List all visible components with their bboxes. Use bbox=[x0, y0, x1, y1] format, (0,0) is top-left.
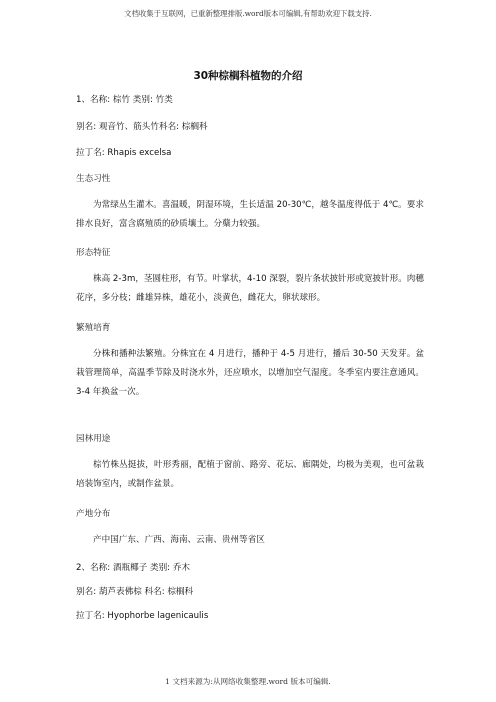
section-heading-morphology: 形态特征 bbox=[76, 248, 111, 258]
footer-note: 1 文档来源为:从网络收集整理.word 版本可编辑. bbox=[165, 677, 331, 686]
section-text-ecology: 为常绿丛生灌木。喜温暖，阴湿环境，生长适温 20-30℃，越冬温度得低于 4℃。要求排水良好，富含腐殖质的砂质壤土。分蘖力较强。 bbox=[76, 200, 424, 229]
plant1-latin-line: 拉丁名: Rhapis excelsa bbox=[76, 148, 172, 158]
header-note: 文档收集于互联网，已重新整理排版.word版本可编辑,有帮助欢迎下载支持. bbox=[124, 9, 372, 18]
section-text-propagation: 分株和播种法繁殖。分株宜在 4 月进行，播种于 4-5 月进行，播后 30-50 天发芽。盆栽管理简单，高温季节除及时浇水外，还应喷水，以增加空气湿度。冬季室内要注意通风。3-4 年换盆一次。 bbox=[76, 349, 424, 397]
section-text-landscape-use: 棕竹株丛挺拔，叶形秀丽，配植于窗前、路旁、花坛、廊隅处，均极为美观，也可盆栽培装饰室内，或制作盆景。 bbox=[76, 460, 424, 489]
section-heading-landscape-use: 园林用途 bbox=[76, 434, 111, 444]
document-title: 30种棕榈科植物的介绍 bbox=[193, 70, 303, 82]
plant2-latin-line: 拉丁名: Hyophorbe lagenicaulis bbox=[76, 611, 209, 621]
plant2-name-line: 2、名称: 酒瓶椰子 类别: 乔木 bbox=[76, 563, 190, 573]
plant2-alias-line: 别名: 葫芦表佛棕 科名: 棕榈科 bbox=[76, 587, 194, 597]
section-text-morphology: 株高 2-3m，茎圆柱形，有节。叶掌状，4-10 深裂，裂片条状披针形或宽披针形。肉穗花序，多分枝；雌雄异株，雄花小，淡黄色，雌花大，卵状球形。 bbox=[76, 274, 424, 303]
section-heading-ecology: 生态习性 bbox=[76, 174, 111, 184]
plant1-name-line: 1、名称: 棕竹 类别: 竹类 bbox=[76, 95, 173, 105]
section-heading-propagation: 繁殖培育 bbox=[76, 323, 111, 333]
section-heading-distribution: 产地分布 bbox=[76, 509, 111, 519]
section-text-distribution: 产中国广东、广西、海南、云南、贵州等省区 bbox=[93, 535, 265, 545]
plant1-alias-line: 别名: 观音竹、筋头竹科名: 棕榈科 bbox=[76, 122, 208, 132]
